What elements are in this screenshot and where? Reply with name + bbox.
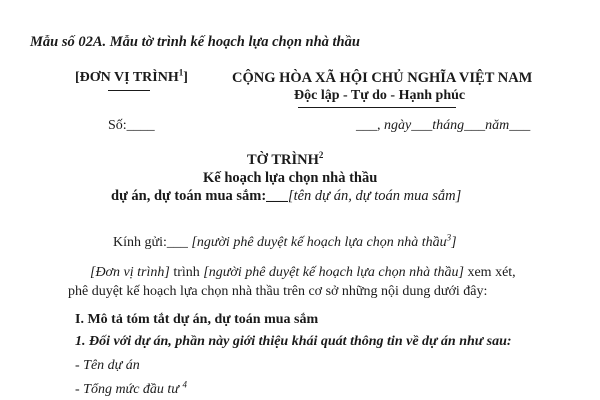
list-item-project-name: - Tên dự án xyxy=(75,358,140,373)
submitting-unit-close: ] xyxy=(183,70,188,85)
addressee-placeholder: [người phê duyệt kế hoạch lựa chọn nhà thầu xyxy=(191,235,447,250)
project-line-placeholder: [tên dự án, dự toán mua sắm] xyxy=(287,188,462,204)
form-title: Mẫu số 02A. Mẫu tờ trình kế hoạch lựa chọn nhà thầu xyxy=(30,34,360,50)
document-date: ___, ngày___tháng___năm___ xyxy=(356,118,531,133)
motto-underline xyxy=(298,107,456,108)
intro-verb: trình xyxy=(169,265,204,280)
addressee-line xyxy=(113,232,457,251)
national-motto: Độc lập - Tự do - Hạnh phúc xyxy=(294,88,466,103)
section-heading-1: I. Mô tả tóm tắt dự án, dự toán mua sắm xyxy=(75,312,319,327)
list-item-total-investment xyxy=(75,379,187,398)
document-number: Số:____ xyxy=(108,118,155,133)
intro-paragraph-line2: phê duyệt kế hoạch lựa chọn nhà thầu trên cơ sở những nội dung dưới đây: xyxy=(68,284,488,299)
intro-paragraph-line1 xyxy=(90,265,516,281)
document-subheading: Kế hoạch lựa chọn nhà thầu xyxy=(203,170,378,186)
document-heading xyxy=(247,152,323,169)
project-line-label: dự án, dự toán mua sắm:___ xyxy=(111,188,288,204)
intro-tail: xem xét, xyxy=(463,265,516,280)
unit-underline xyxy=(108,90,150,91)
submitting-unit-label: [ĐƠN VỊ TRÌNH xyxy=(75,70,179,85)
list-item-total-investment-text: - Tổng mức đầu tư xyxy=(75,382,179,397)
project-line xyxy=(111,188,461,205)
country-name: CỘNG HÒA XÃ HỘI CHỦ NGHĨA VIỆT NAM xyxy=(232,70,533,86)
addressee-close: ] xyxy=(451,235,457,250)
subsection-heading-1: 1. Đối với dự án, phần này giới thiệu khái quát thông tin về dự án như sau: xyxy=(75,334,512,349)
addressee-label: Kính gửi:___ xyxy=(113,235,192,250)
footnote-ref-3: 3 xyxy=(446,232,452,243)
submitting-unit xyxy=(75,67,188,86)
intro-unit: [Đơn vị trình] xyxy=(90,265,170,280)
footnote-ref-1: 1 xyxy=(178,67,184,78)
document-heading-text: TỜ TRÌNH xyxy=(247,152,319,168)
footnote-ref-4: 4 xyxy=(182,379,187,390)
intro-approver: [người phê duyệt kế hoạch lựa chọn nhà thầu] xyxy=(203,265,464,280)
footnote-ref-2: 2 xyxy=(318,150,324,161)
